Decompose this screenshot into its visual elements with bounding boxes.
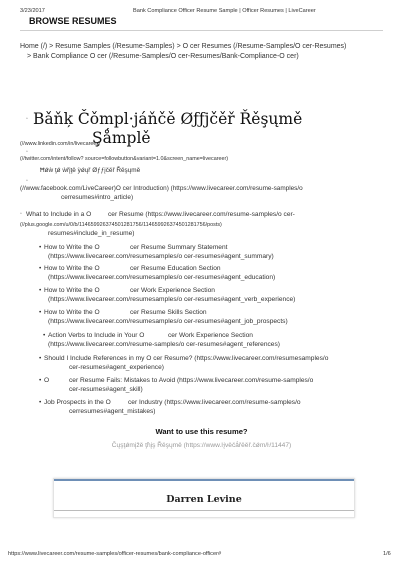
page-title: Bǎňķ Čǒmpl·jáňčě Øƒƒjčěř Řěşųmě [33,110,303,128]
toc-item-references[interactable]: • Should I Include References in my O cer Resume? (https://www.livecareer.com/resumesamples/o [44,355,328,362]
breadcrumb-line-2[interactable]: > Bank Compliance O cer (/Resume-Samples/O cer-Resumes/Bank-Compliance-O cer) [27,53,299,60]
toc-item-prospects-a[interactable]: • Job Prospects in the O [44,399,111,406]
google-plus-icon[interactable]: ▫ [20,211,22,217]
toc-item-skills-b[interactable]: cer Resume Skills Section [130,309,207,316]
google-plus-link[interactable]: (//plus.google.com/u/0/b/114659926374501281756/114659926374501281756/posts) [20,222,222,228]
toc-item-summary-b[interactable]: cer Resume Summary Statement [130,244,228,251]
toc-item-references-url[interactable]: cer-resumes#agent_experience) [69,364,164,371]
toc-item-education-url[interactable]: (https://www.livecareer.com/resumesamples/o cer-resumes#agent_education) [48,274,276,281]
toc-item-experience-url[interactable]: (https://www.livecareer.com/resumesamples/o cer-resumes#agent_verb_experience) [48,296,296,303]
breadcrumb-line-1[interactable]: Home (/) > Resume Samples (/Resume-Samples) > O cer Resumes (/Resume-Samples/O cer-Resumes) [20,43,347,50]
toc-item-summary-a[interactable]: • How to Write the O [44,244,100,251]
resume-name: Darren Levine [166,494,242,505]
header-divider [20,30,383,31]
toc-item-fails-b[interactable]: cer Resume Fails: Mistakes to Avoid (https://www.livecareer.com/resume-samples/o [69,377,314,384]
page-title-line-2: Şǻmplě [92,129,151,147]
resume-preview [53,478,355,518]
title-marker-icon: ▫ [26,116,28,122]
toc-item-skills-url[interactable]: (https://www.livecareer.com/resumesamples/o cer-resumes#agent_job_prospects) [48,318,288,325]
toc-item-experience-a[interactable]: • How to Write the O [44,287,100,294]
facebook-link[interactable]: (//www.facebook.com/LiveCareer)O cer Introduction) (https://www.livecareer.com/resume-samples/o [20,185,303,192]
page-number: 1/6 [383,551,391,557]
include-link-a[interactable]: What to Include in a O [26,211,92,218]
toc-item-education-a[interactable]: • How to Write the O [44,265,100,272]
footer-url: https://www.livecareer.com/resume-samples/officer-resumes/bank-compliance-officer# [8,551,222,557]
toc-item-prospects-url[interactable]: cerresumes#agent_mistakes) [69,408,156,415]
toc-item-fails-a[interactable]: • O [44,377,49,384]
include-link-b[interactable]: cer Resume (https://www.livecareer.com/resume-samples/o cer- [108,211,295,218]
toc-item-verbs-b[interactable]: cer Work Experience Section [168,332,253,339]
twitter-link[interactable]: (//twitter.com/intent/follow? source=followbutton&variant=1.0&screen_name=livecareer) [20,156,229,162]
toc-item-summary-url[interactable]: (https://www.livecareer.com/resumesamples/o cer-resumes#agent_summary) [48,253,274,260]
browse-resumes-heading[interactable]: BROWSE RESUMES [29,16,117,26]
toc-item-education-b[interactable]: cer Resume Education Section [130,265,221,272]
facebook-icon[interactable]: ▫ [26,178,28,184]
toc-item-skills-a[interactable]: • How to Write the O [44,309,100,316]
customize-resume-link[interactable]: Čųşţǿmįžě ţħįş Řěşųmě (https://www.ŀįvěčǻřěěř.čǿm/ŀ/11447) [111,442,292,449]
intro-link-continued[interactable]: cerresumes#intro_article) [61,194,134,201]
how-to-write-heading: Ħǿẁ ţǿ ẁřįţě ỳǿųř Øƒƒįčěř Řěşųmě [40,167,141,174]
document-title: Bank Compliance Officer Resume Sample | Officer Resumes | LiveCareer [133,8,316,14]
resume-divider [54,510,354,511]
print-date: 3/23/2017 [20,8,45,14]
toc-item-prospects-b[interactable]: cer Industry (https://www.livecareer.com/resume-samples/o [128,399,301,406]
toc-item-experience-b[interactable]: cer Work Experience Section [130,287,215,294]
twitter-icon[interactable]: ▫ [26,149,28,155]
toc-item-verbs-a[interactable]: • Action Verbs to Include in Your O [48,332,144,339]
toc-item-fails-url[interactable]: cer-resumes#agent_skill) [69,386,143,393]
linkedin-link[interactable]: (//www.linkedin.com/in/livecareer) [20,141,100,147]
resume-accent-bar [54,479,354,481]
toc-item-verbs-url[interactable]: (https://www.livecareer.com/resume-samples/o cer-resumes#agent_references) [48,341,280,348]
include-link-continued[interactable]: resumes#include_in_resume) [48,230,135,237]
want-to-use-heading: Want to use this resume? [155,427,248,436]
